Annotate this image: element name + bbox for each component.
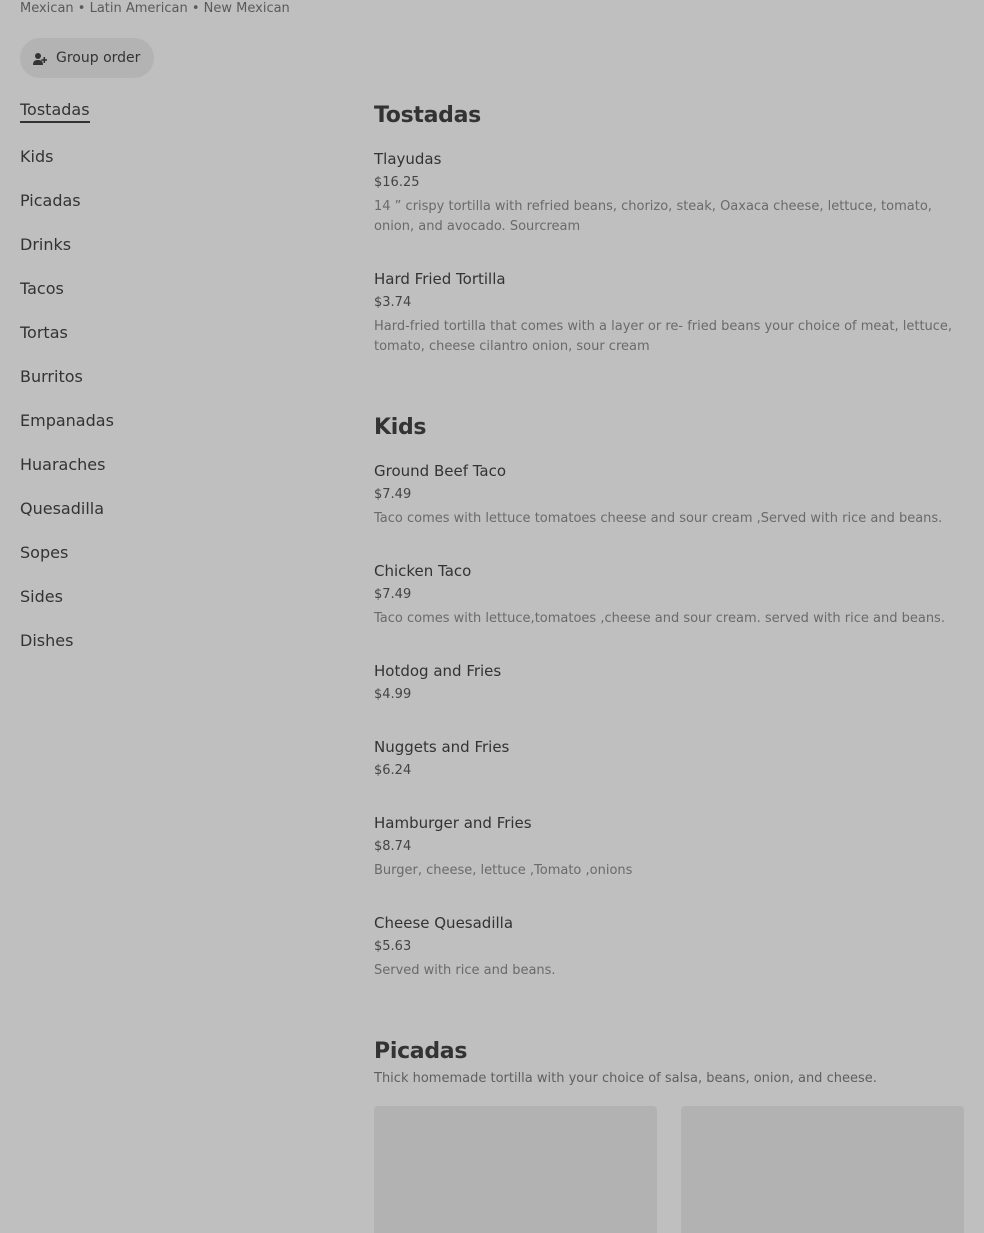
item-description: Hard-fried tortilla that comes with a layer or re- fried beans your choice of meat, lettuce, tomato, cheese cilantro onion, sour cream	[374, 319, 953, 354]
section-title-kids: Kids	[374, 415, 427, 440]
item-name: Hard Fried Tortilla	[374, 270, 506, 288]
section-title-tostadas: Tostadas	[374, 103, 481, 128]
item-description: 14 ” crispy tortilla with refried beans, chorizo, steak, Oaxaca cheese, lettuce, tomato, onion, and avocado. Sourcream	[374, 199, 932, 234]
group-order-button[interactable]	[20, 38, 154, 78]
section-title-picadas: Picadas	[374, 1039, 468, 1064]
add-person-icon	[33, 51, 47, 65]
nav-item-kids[interactable]: Kids	[20, 147, 54, 166]
group-order-label: Group order	[56, 50, 141, 66]
nav-item-sides[interactable]: Sides	[20, 587, 63, 606]
menu-item[interactable]	[374, 561, 959, 629]
item-price: $7.49	[374, 487, 412, 502]
menu-item[interactable]	[374, 913, 959, 981]
item-price: $16.25	[374, 175, 420, 190]
nav-item-sopes[interactable]: Sopes	[20, 543, 69, 562]
item-description: Taco comes with lettuce,tomatoes ,cheese and sour cream. served with rice and beans.	[374, 611, 945, 626]
nav-item-tortas[interactable]: Tortas	[20, 323, 68, 342]
menu-item[interactable]	[374, 149, 959, 237]
item-price: $6.24	[374, 763, 412, 778]
menu-item[interactable]	[374, 737, 959, 780]
nav-item-tostadas[interactable]: Tostadas	[20, 100, 90, 123]
menu-item[interactable]	[374, 269, 959, 357]
item-name: Cheese Quesadilla	[374, 914, 514, 932]
menu-item[interactable]	[374, 661, 959, 704]
item-name: Tlayudas	[374, 150, 442, 168]
item-price: $8.74	[374, 839, 412, 854]
nav-item-huaraches[interactable]: Huaraches	[20, 455, 106, 474]
item-price: $4.99	[374, 687, 412, 702]
section-description-picadas: Thick homemade tortilla with your choice of salsa, beans, onion, and cheese.	[374, 1071, 877, 1086]
nav-item-drinks[interactable]: Drinks	[20, 235, 72, 254]
menu-item-card[interactable]	[681, 1106, 964, 1233]
item-name: Hamburger and Fries	[374, 814, 532, 832]
item-price: $5.63	[374, 939, 412, 954]
item-description: Served with rice and beans.	[374, 963, 556, 978]
nav-item-burritos[interactable]: Burritos	[20, 367, 83, 386]
item-name: Chicken Taco	[374, 562, 472, 580]
nav-item-dishes[interactable]: Dishes	[20, 631, 74, 650]
menu-item[interactable]	[374, 461, 959, 529]
menu-item-card[interactable]	[374, 1106, 657, 1233]
item-price: $3.74	[374, 295, 412, 310]
nav-item-picadas[interactable]: Picadas	[20, 191, 81, 210]
item-name: Hotdog and Fries	[374, 662, 502, 680]
nav-item-empanadas[interactable]: Empanadas	[20, 411, 114, 430]
menu-item[interactable]	[374, 813, 959, 881]
cuisine-tags: Mexican • Latin American • New Mexican	[20, 1, 290, 16]
nav-item-quesadilla[interactable]: Quesadilla	[20, 499, 105, 518]
nav-item-tacos[interactable]: Tacos	[20, 279, 64, 298]
item-name: Ground Beef Taco	[374, 462, 507, 480]
item-price: $7.49	[374, 587, 412, 602]
item-description: Taco comes with lettuce tomatoes cheese and sour cream ,Served with rice and beans.	[374, 511, 943, 526]
item-name: Nuggets and Fries	[374, 738, 510, 756]
item-description: Burger, cheese, lettuce ,Tomato ,onions	[374, 863, 633, 878]
